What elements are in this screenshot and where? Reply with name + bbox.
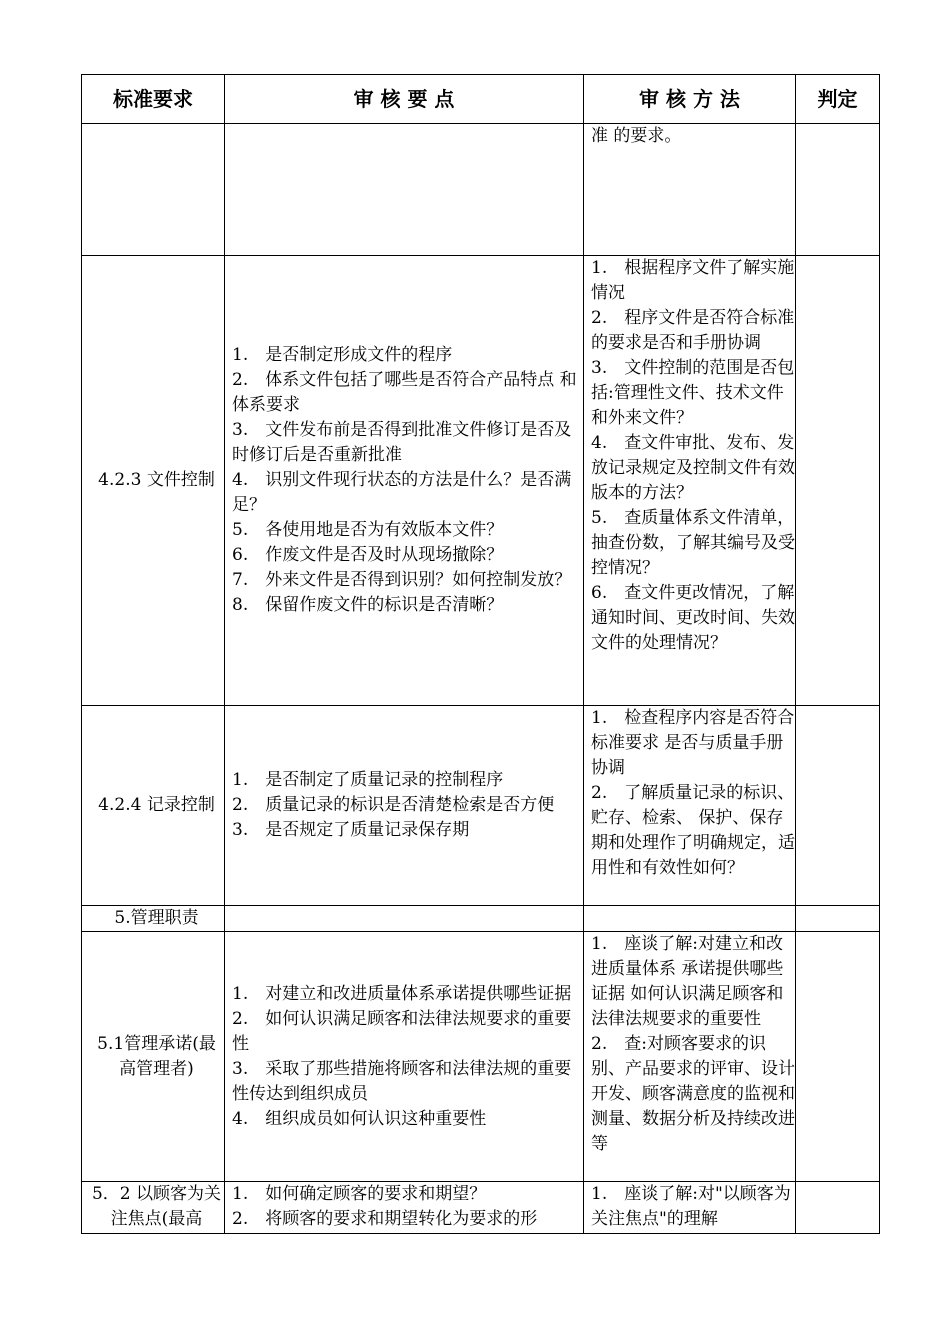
audit-points-cell [225, 124, 584, 256]
point-item: 1. 是否制定了质量记录的控制程序 [232, 770, 504, 790]
point-item: 1. 如何确定顾客的要求和期望？ [232, 1184, 487, 1204]
audit-methods-cell [584, 124, 796, 256]
point-item: 2. 将顾客的要求和期望转化为要求的形 [232, 1209, 538, 1229]
method-item: 准 的要求。 [591, 126, 682, 146]
point-item: 3. 文件发布前是否得到批准文件修订是否及时修订后是否重新批准 [232, 420, 572, 465]
table-row [82, 1182, 880, 1234]
judgement-cell[interactable] [796, 256, 880, 706]
table-row [82, 256, 880, 706]
audit-methods-cell [584, 256, 796, 706]
method-item: 1. 检查程序内容是否符合标准要求 是否与质量手册协调 [591, 708, 795, 778]
method-item: 2. 查:对顾客要求的识别、产品要求的评审、设计开发、顾客满意度的监视和测量、数据分析及持续改进等 [591, 1034, 795, 1154]
point-item: 4. 识别文件现行状态的方法是什么？是否满足？ [232, 470, 572, 515]
method-item: 6. 查文件更改情况，了解通知时间、更改时间、失效文件的处理情况？ [591, 583, 795, 653]
method-item: 1. 座谈了解:对建立和改进质量体系 承诺提供哪些证据 如何认识满足顾客和法律法规要求的重要性 [591, 934, 784, 1029]
method-item: 1. 根据程序文件了解实施情况 [591, 258, 795, 303]
method-item: 2. 程序文件是否符合标准的要求是否和手册协调 [591, 308, 795, 353]
section-title: 5.管理职责 [82, 906, 225, 932]
method-item: 2. 了解质量记录的标识、贮存、检索、 保护、保存期和处理作了明确规定，适用性和有效性如何？ [591, 783, 795, 878]
standard-cell [82, 124, 225, 256]
point-item: 1. 对建立和改进质量体系承诺提供哪些证据 [232, 983, 572, 1004]
audit-points-cell [225, 256, 584, 706]
point-item: 2. 如何认识满足顾客和法律法规要求的重要性 [232, 1008, 572, 1054]
point-item: 5. 各使用地是否为有效版本文件？ [232, 520, 504, 540]
judgement-cell[interactable] [796, 932, 880, 1182]
audit-methods-cell [584, 1182, 796, 1234]
section-row [82, 906, 880, 932]
point-item: 3. 是否规定了质量记录保存期 [232, 820, 470, 840]
point-item: 3. 采取了那些措施将顾客和法律法规的重要性传达到组织成员 [232, 1058, 572, 1104]
header-audit-methods: 审 核 方 法 [584, 75, 796, 124]
header-row [82, 75, 880, 124]
table-row [82, 124, 880, 256]
audit-points-cell [225, 1182, 584, 1234]
audit-points-cell [225, 706, 584, 906]
audit-points-cell [225, 906, 584, 932]
point-item: 4. 组织成员如何认识这种重要性 [232, 1108, 487, 1129]
standard-cell: 4.2.3 文件控制 [82, 256, 225, 706]
method-item: 3. 文件控制的范围是否包括:管理性文件、技术文件和外来文件？ [591, 358, 795, 428]
table-row [82, 706, 880, 906]
point-item: 7. 外来文件是否得到识别？如何控制发放？ [232, 570, 572, 590]
judgement-cell[interactable] [796, 906, 880, 932]
method-item: 5. 查质量体系文件清单，抽查份数，了解其编号及受控情况？ [591, 508, 795, 578]
standard-cell: 5.1管理承诺(最高管理者) [82, 932, 225, 1182]
method-item: 4. 查文件审批、发布、发放记录规定及控制文件有效版本的方法？ [591, 433, 795, 503]
point-item: 1. 是否制定形成文件的程序 [232, 345, 453, 365]
table-row [82, 932, 880, 1182]
judgement-cell[interactable] [796, 706, 880, 906]
point-item: 6. 作废文件是否及时从现场撤除？ [232, 545, 504, 565]
audit-checklist-table [81, 74, 880, 1234]
judgement-cell[interactable] [796, 1182, 880, 1234]
standard-cell: 5．2 以顾客为关注焦点(最高 [82, 1182, 225, 1234]
point-item: 2. 体系文件包括了哪些是否符合产品特点 和体系要求 [232, 370, 577, 415]
audit-methods-cell [584, 906, 796, 932]
judgement-cell[interactable] [796, 124, 880, 256]
point-item: 2. 质量记录的标识是否清楚检索是否方便 [232, 795, 555, 815]
standard-cell: 4.2.4 记录控制 [82, 706, 225, 906]
audit-methods-cell [584, 706, 796, 906]
header-judgement: 判定 [796, 75, 880, 124]
audit-points-cell [225, 932, 584, 1182]
header-standard: 标准要求 [82, 75, 225, 124]
audit-methods-cell [584, 932, 796, 1182]
method-item: 1. 座谈了解:对"以顾客为关注焦点"的理解 [591, 1184, 791, 1229]
point-item: 8. 保留作废文件的标识是否清晰？ [232, 595, 504, 615]
header-audit-points: 审 核 要 点 [225, 75, 584, 124]
